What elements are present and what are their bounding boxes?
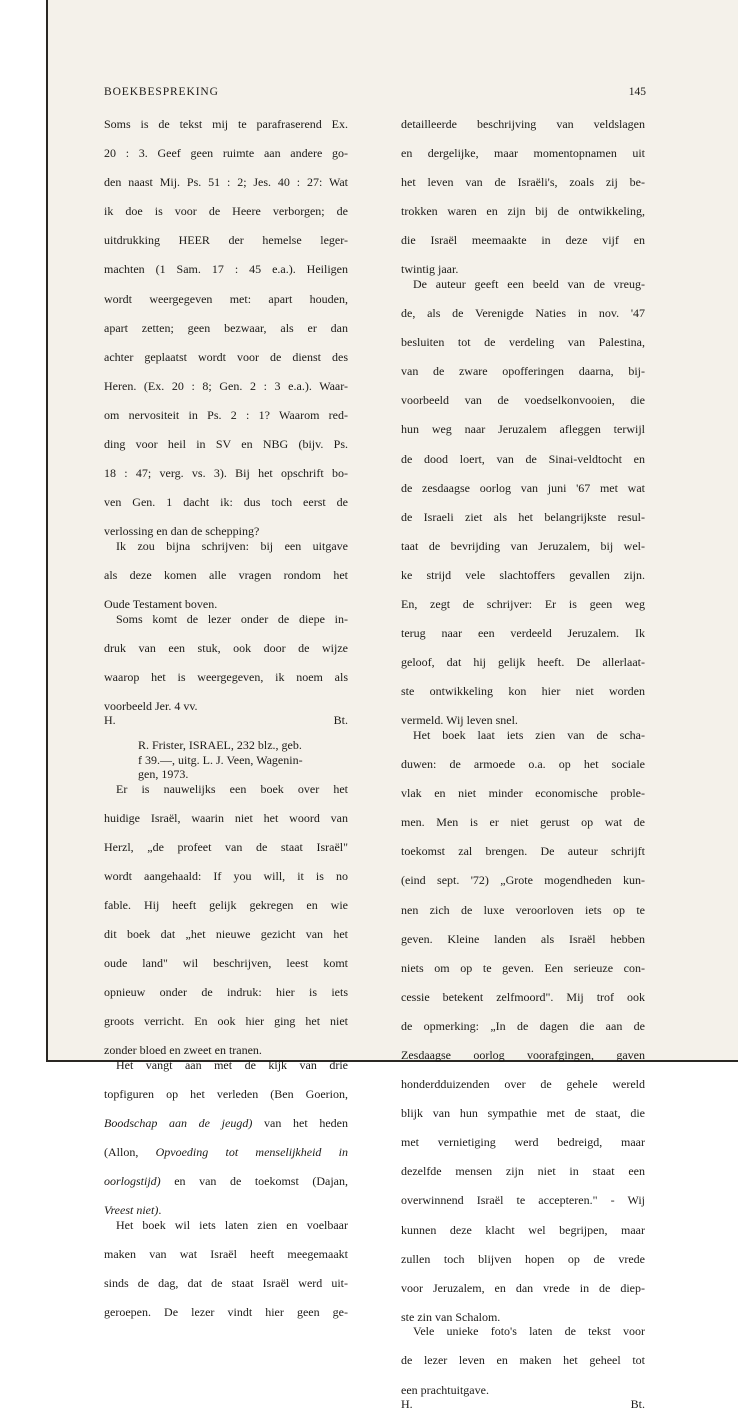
paragraph: Soms komt de lezer onder de diepe in- druk van een stuk, ook door de wijze waarop het is weergegeven, ik noem als voorbeeld Jer. 4 vv. [104, 611, 348, 713]
paragraph: De auteur geeft een beeld van de vreug- de, als de Verenigde Naties in nov. '47 besluiten tot de verdeling van Palestina, van de zware opofferingen daarna, bij- voorbeeld van de voedselkonvooien, die hun weg naar Jeruzalem afleggen terwijl de dood loert, van de Sinai-veldtocht en de zesdaagse oorlog van juni '67 met wat de Israeli ziet als het belangrijkste resul- taat de bevrijding van Jeruzalem, bij wel- ke strijd vele slachtoffers gevallen zijn. En, zegt de schrijver: Er is geen weg terug naar een verdeeld Jeruzalem. Ik geloof, dat hij gelijk heeft. De allerlaat- ste ontwikkeling kon hier niet worden vermeld. Wij leven snel. [401, 277, 645, 728]
running-head: BOEKBESPREKING [104, 86, 219, 98]
right-column [401, 117, 645, 1412]
signature-initial: H. [401, 1397, 413, 1412]
review-signature [401, 1397, 645, 1412]
signature-reviewer: Bt. [333, 713, 348, 728]
paragraph: Er is nauwelijks een boek over het huidige Israël, waarin niet het woord van Herzl, „de profeet van de staat Israël" wordt aangehaald: If you will, it is no fable. Hij heeft gelijk gekregen en wie dit boek dat „het nieuwe gezicht van het oude land" wil beschrijven, leest komt opnieuw onder de indruk: hier is iets groots verricht. En ook hier ging het niet zonder bloed en zweet en tranen. [104, 781, 348, 1058]
paragraph: Soms is de tekst mij te parafraserend Ex. 20 : 3. Geef geen ruimte aan andere go- den naast Mij. Ps. 51 : 2; Jes. 40 : 27: Wat ik doe is voor de Heere verborgen; de uitdrukking HEER der hemelse leger- machten (1 Sam. 17 : 45 e.a.). Heiligen wordt weergegeven met: apart houden, apart zetten; geen bezwaar, als er dan achter geplaatst wordt voor de dienst des Heren. (Ex. 20 : 8; Gen. 2 : 3 e.a.). Waar- om nervositeit in Ps. 2 : 1? Waarom red- ding voor heil in SV en NBG (bijv. Ps. 18 : 47; verg. vs. 3). Bij het opschrift bo- ven Gen. 1 dacht ik: dus toch eerst de verlossing en dan de schepping? [104, 117, 348, 539]
paragraph: Het boek laat iets zien van de scha- duwen: de armoede o.a. op het sociale vlak en niet minder economische proble- men. Men is er niet gerust op wat de toekomst zal brengen. De auteur schrijft (eind sept. '72) „Grote mogendheden kun- nen zich de luxe veroorloven iets op te geven. Kleine landen als Israël hebben niets om op te geven. Een serieuze con- cessie betekent zelfmoord". Mij trof ook de opmerking: „In de dagen die aan de Zesdaagse oorlog voorafgingen, gaven honderdduizenden over de gehele wereld blijk van hun sympathie met de staat, die met vernietiging werd bedreigd, maar dezelfde mensen zijn niet in staat een overwinnend Israël te accepteren." - Wij kunnen deze klacht wel begrijpen, maar zullen toch blijven hopen op de vrede voor Jeruzalem, en dan vrede in de diep- ste zin van Schalom. [401, 727, 645, 1324]
signature-reviewer: Bt. [630, 1397, 645, 1412]
signature-initial: H. [104, 713, 116, 728]
paragraph: Ik zou bijna schrijven: bij een uitgave als deze komen alle vragen rondom het Oude Testament boven. [104, 538, 348, 612]
book-page [46, 0, 738, 1412]
paragraph: Vele unieke foto's laten de tekst voor de lezer leven en maken het geheel tot een prachtuitgave. [401, 1324, 645, 1397]
paragraph: detailleerde beschrijving van veldslagen en dergelijke, maar momentopnamen uit het leven van de Israëli's, zoals zij be- trokken waren en zijn bij de ontwikkeling, die Israël meemaakte in deze vijf en twintig jaar. [401, 117, 645, 277]
paragraph: Het boek wil iets laten zien en voelbaar maken van wat Israël heeft meegemaakt sinds de dag, dat de staat Israël werd uit- geroepen. De lezer vindt hier geen ge- [104, 1218, 348, 1320]
page-number: 145 [628, 86, 646, 98]
book-bibliographic-entry: R. Frister, ISRAEL, 232 blz., geb. f 39.—, uitg. L. J. Veen, Wagenin- gen, 1973. [138, 737, 303, 782]
left-column [104, 117, 348, 1334]
review-signature [104, 713, 348, 728]
paragraph: Het vangt aan met de kijk van drie topfiguren op het verleden (Ben Goerion, Boodschap aan de jeugd) van het heden (Allon, Opvoeding tot menselijkheid in oorlogstijd) en van de toekomst (Dajan, Vreest niet). [104, 1058, 349, 1218]
page-header [104, 86, 646, 102]
